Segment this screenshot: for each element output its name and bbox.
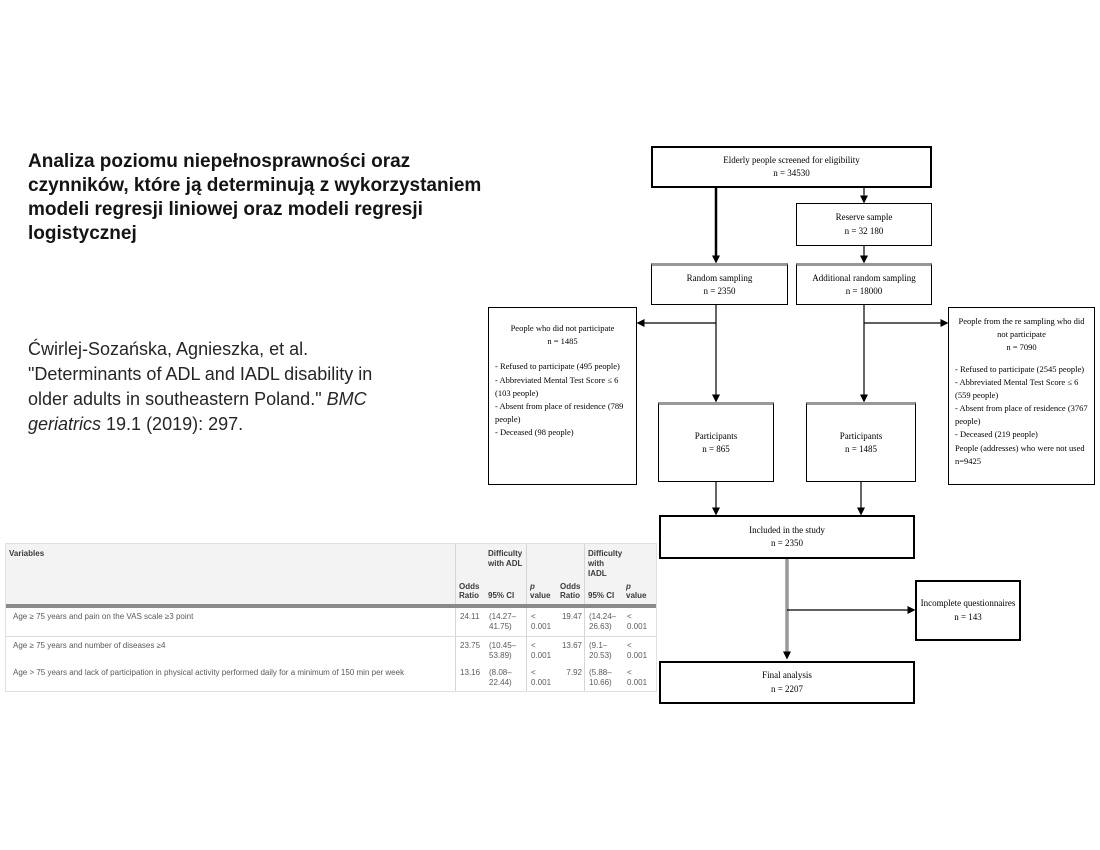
dropout-item: - Deceased (98 people) <box>495 427 574 438</box>
p-adl-cell: < 0.001 <box>526 637 557 664</box>
box-nonparticipants-left: People who did not participate n = 1485 - Refused to participate (495 people) - Abbreviated Mental Test Score ≤ 6 (103 people) - Absent from place of residence (789 people) - Deceased (98 people) <box>488 307 637 485</box>
ci-adl-cell: (8.08–22.44) <box>489 667 512 688</box>
results-table <box>5 543 657 692</box>
ci-iadl-cell: (14.24–26.63) <box>584 608 623 636</box>
or-adl-cell: 13.16 <box>455 664 485 691</box>
box-screened: Elderly people screened for eligibility n = 34530 <box>651 146 932 188</box>
page-title <box>28 150 588 246</box>
variables-header-cell: Variables <box>9 549 45 558</box>
title-line: modeli regresji liniowej oraz modeli regresji <box>28 199 423 220</box>
citation-line: geriatrics 19.1 (2019): 297. <box>28 414 244 434</box>
ci-iadl-cell: (9.1–20.53) <box>584 637 623 664</box>
title-line: czynników, które ją determinują z wykorzystaniem <box>28 175 482 196</box>
box-nonparticipants-right: People from the re sampling who did not participate n = 7090 - Refused to participate (2545 people) - Abbreviated Mental Test Score ≤ 6 (559 people) - Absent from place of residence (3767 people) - Deceased (219 people) People (addresses) who were not used n=9425 <box>948 307 1095 485</box>
box-participants-left: Participants n = 865 <box>658 402 774 482</box>
box-included: Included in the study n = 2350 <box>659 515 915 559</box>
variable-cell: Age ≥ 75 years and number of diseases ≥4 <box>13 641 166 650</box>
ci-iadl-header-cell: Difficulty with IADL 95% CI <box>584 544 623 604</box>
box-additional-sampling: Additional random sampling n = 18000 <box>796 263 932 305</box>
box-reserve-sample: Reserve sample n = 32 180 <box>796 203 932 246</box>
p-iadl-cell: < 0.001 <box>627 667 648 688</box>
table-header <box>6 544 656 604</box>
odds-ratio-adl-header-cell: Odds Ratio <box>455 544 485 604</box>
p-adl-header-cell: p value <box>526 544 557 604</box>
ci-adl-header-cell: Difficulty with ADL 95% CI <box>488 549 523 600</box>
variable-cell: Age ≥ 75 years and pain on the VAS scale ≥3 point <box>13 612 194 621</box>
ci-adl-cell: (14.27–41.75) <box>489 612 517 632</box>
dropout-footer: People (addresses) who were not used n=9425 <box>955 442 1085 466</box>
dropout-item: - Refused to participate (495 people) <box>495 361 620 372</box>
or-adl-cell: 24.11 <box>455 608 485 636</box>
dropout-item: - Abbreviated Mental Test Score ≤ 6 (103 people) <box>495 374 619 398</box>
citation <box>28 337 468 437</box>
box-incomplete-questionnaires: Incomplete questionnaires n = 143 <box>915 580 1021 641</box>
p-adl-cell: < 0.001 <box>526 608 557 636</box>
citation-line: Ćwirlej-Sozańska, Agnieszka, et al. <box>28 339 309 359</box>
p-iadl-header-cell: p value <box>626 582 647 600</box>
table-row <box>6 637 656 664</box>
dropout-item: - Absent from place of residence (3767 people) <box>955 403 1088 427</box>
dropout-item: - Absent from place of residence (789 people) <box>495 400 624 425</box>
ci-iadl-cell: (5.88–10.66) <box>584 664 623 691</box>
citation-line: "Determinants of ADL and IADL disability in <box>28 364 373 384</box>
box-participants-right: Participants n = 1485 <box>806 402 916 482</box>
title-line: logistycznej <box>28 223 137 244</box>
dropout-item: - Abbreviated Mental Test Score ≤ 6 (559 people) <box>955 376 1079 400</box>
box-random-sampling: Random sampling n = 2350 <box>651 263 788 305</box>
p-iadl-cell: < 0.001 <box>627 612 648 632</box>
p-iadl-cell: < 0.001 <box>627 641 648 661</box>
odds-ratio-iadl-header-cell: Odds Ratio <box>560 582 581 600</box>
or-adl-cell: 23.75 <box>455 637 485 664</box>
table-row <box>6 608 656 637</box>
table-row <box>6 664 656 691</box>
p-adl-cell: < 0.001 <box>526 664 557 691</box>
or-iadl-cell: 7.92 <box>566 667 582 677</box>
citation-line: older adults in southeastern Poland." BMC <box>28 389 367 409</box>
title-line: Analiza poziomu niepełnosprawności oraz <box>28 151 411 172</box>
dropout-item: - Deceased (219 people) <box>955 429 1038 440</box>
variable-cell: Age > 75 years and lack of participation in physical activity performed daily for a minimum of 150 min per week <box>13 667 405 677</box>
dropout-item: - Refused to participate (2545 people) <box>955 363 1085 374</box>
ci-adl-cell: (10.45–53.89) <box>489 641 517 661</box>
box-final-analysis: Final analysis n = 2207 <box>659 661 915 704</box>
or-iadl-cell: 13.67 <box>561 641 582 650</box>
or-iadl-cell: 19.47 <box>561 612 582 621</box>
